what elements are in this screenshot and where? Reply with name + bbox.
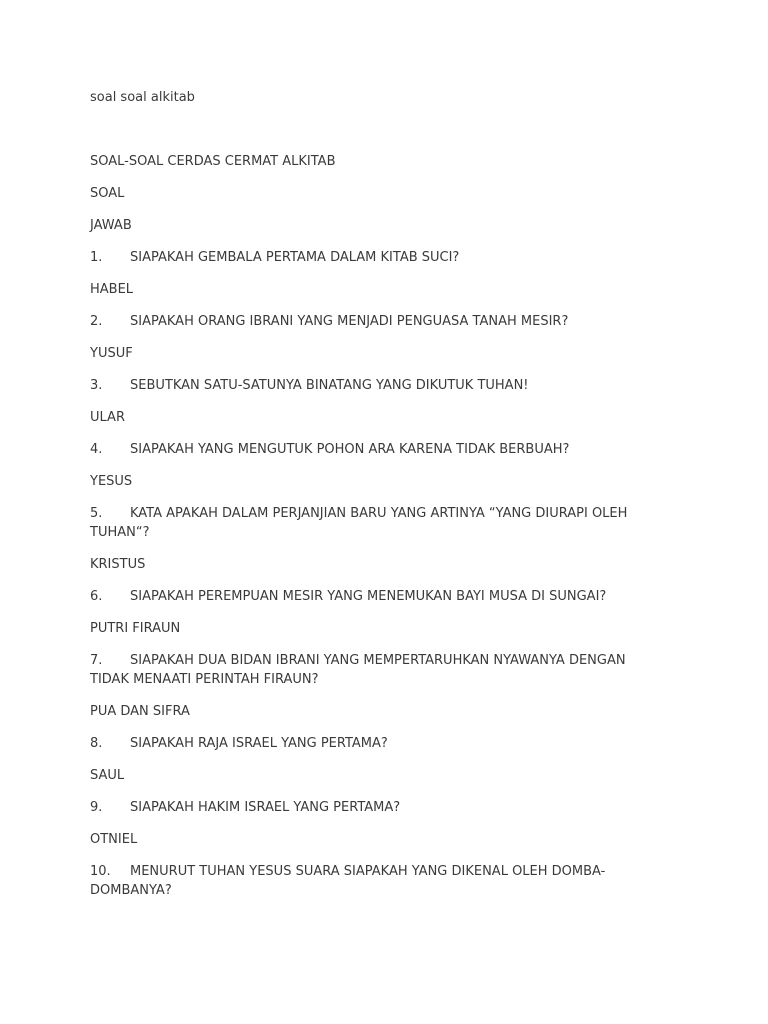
question-text: SEBUTKAN SATU-SATUNYA BINATANG YANG DIKUTUK TUHAN! — [130, 378, 529, 393]
question-text: KATA APAKAH DALAM PERJANJIAN BARU YANG ARTINYA “YANG DIURAPI OLEH TUHAN“? — [90, 506, 628, 540]
question-number: 9. — [90, 800, 103, 815]
question-text: SIAPAKAH GEMBALA PERTAMA DALAM KITAB SUCI? — [130, 250, 460, 265]
document-header: soal soal alkitab — [90, 90, 195, 105]
question-text: SIAPAKAH PEREMPUAN MESIR YANG MENEMUKAN BAYI MUSA DI SUNGAI? — [130, 589, 607, 604]
question-8 — [90, 734, 662, 753]
label-soal: SOAL — [90, 186, 125, 201]
question-4 — [90, 440, 662, 459]
question-number: 3. — [90, 378, 103, 393]
question-6 — [90, 587, 662, 606]
answer-9: OTNIEL — [90, 832, 138, 847]
question-text: SIAPAKAH YANG MENGUTUK POHON ARA KARENA TIDAK BERBUAH? — [130, 442, 570, 457]
question-number: 8. — [90, 736, 103, 751]
question-5 — [90, 504, 662, 542]
question-number: 4. — [90, 442, 103, 457]
question-7 — [90, 651, 662, 689]
answer-3: ULAR — [90, 410, 125, 425]
question-10 — [90, 862, 662, 900]
question-9 — [90, 798, 662, 817]
question-2 — [90, 312, 662, 331]
question-3 — [90, 376, 662, 395]
label-jawab: JAWAB — [90, 218, 132, 233]
question-number: 7. — [90, 653, 103, 668]
question-number: 1. — [90, 250, 103, 265]
answer-4: YESUS — [90, 474, 133, 489]
question-text: MENURUT TUHAN YESUS SUARA SIAPAKAH YANG DIKENAL OLEH DOMBA-DOMBANYA? — [90, 864, 606, 898]
question-number: 10. — [90, 864, 111, 879]
answer-7: PUA DAN SIFRA — [90, 704, 190, 719]
answer-2: YUSUF — [90, 346, 133, 361]
answer-1: HABEL — [90, 282, 134, 297]
question-number: 5. — [90, 506, 103, 521]
document-title: SOAL-SOAL CERDAS CERMAT ALKITAB — [90, 154, 336, 169]
question-number: 6. — [90, 589, 103, 604]
question-text: SIAPAKAH DUA BIDAN IBRANI YANG MEMPERTARUHKAN NYAWANYA DENGAN TIDAK MENAATI PERINTAH FIRAUN? — [90, 653, 626, 687]
answer-8: SAUL — [90, 768, 125, 783]
question-text: SIAPAKAH ORANG IBRANI YANG MENJADI PENGUASA TANAH MESIR? — [130, 314, 569, 329]
question-number: 2. — [90, 314, 103, 329]
question-text: SIAPAKAH RAJA ISRAEL YANG PERTAMA? — [130, 736, 388, 751]
question-1 — [90, 248, 662, 267]
answer-5: KRISTUS — [90, 557, 146, 572]
answer-6: PUTRI FIRAUN — [90, 621, 181, 636]
question-text: SIAPAKAH HAKIM ISRAEL YANG PERTAMA? — [130, 800, 401, 815]
